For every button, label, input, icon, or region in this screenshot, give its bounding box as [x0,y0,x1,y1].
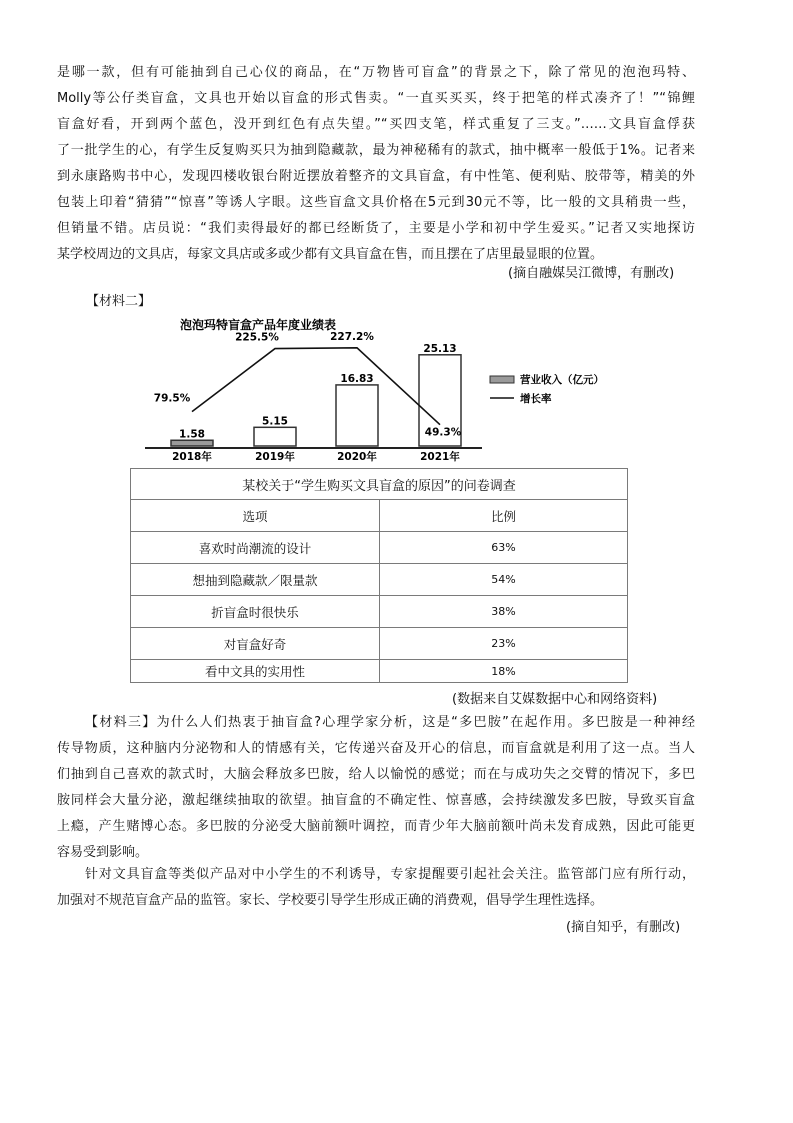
column-header-option: 选项 [131,500,380,532]
text-line: 某学校周边的文具店，每家文具店或多或少都有文具盲盒在售，而且摆在了店里最显眼的位置。 [57,247,604,262]
chart-category-label: 2020年 [337,451,377,463]
text-line: 们抽到自己喜欢的款式时，大脑会释放多巴胺，给人以愉悦的感觉；而在与成功失之交臂的情况下，多巴 [57,767,695,782]
legend-line-label: 增长率 [520,393,552,405]
text-line: 传导物质，这种脑内分泌物和人的情感有关，它传递兴奋及开心的信息，而盲盒就是利用了这一点。当人 [57,741,695,756]
table-caption-row [131,469,628,500]
material-one-source: (摘自融媒吴江微博，有删改) [508,266,675,281]
chart-bar-label: 1.58 [179,428,205,441]
chart-category-label: 2018年 [172,451,212,463]
text-line: 盲盒好看，开到两个蓝色，没开到红色有点失望。”“买四支笔，样式重复了三支。”……文具盲盒俘获 [57,117,695,132]
column-header-ratio: 比例 [380,500,628,532]
legend-bar-label: 营业收入（亿元） [520,374,604,386]
table-cell-ratio: 18% [380,660,628,683]
table-cell-option: 折盲盒时很快乐 [131,596,380,628]
legend-bar-swatch [490,376,514,383]
table-cell-ratio: 63% [380,532,628,564]
chart-title: 泡泡玛特盲盒产品年度业绩表 [179,318,337,332]
table-cell-option: 看中文具的实用性 [131,660,380,683]
material-two-source: (数据来自艾媒数据中心和网络资料) [452,692,658,707]
chart-category-label: 2019年 [255,451,295,463]
table-cell-option: 对盲盒好奇 [131,628,380,660]
table-row [131,564,628,596]
text-line: 容易受到影响。 [57,845,149,860]
table-row [131,596,628,628]
survey-table [130,468,628,683]
text-line: 到永康路购书中心，发现四楼收银台附近摆放着整齐的文具盲盒，有中性笔、便利贴、胶带等，精美的外 [57,169,695,184]
material-three-paragraph [57,710,695,866]
text-line: 针对文具盲盒等类似产品对中小学生的不利诱导，专家提醒要引起社会关注。监管部门应有所行动， [85,867,695,882]
chart-bar [171,440,213,446]
chart-bar-label: 5.15 [262,415,288,428]
material-two-heading: 【材料二】 [86,294,152,309]
text-line: 但销量不错。店员说：“我们卖得最好的都已经断货了，主要是小学和初中学生爱买。”记者又实地探访 [57,221,695,236]
chart-bar-label: 25.13 [423,342,457,355]
performance-chart [130,312,630,464]
table-header-row [131,500,628,532]
chart-category-label: 2021年 [420,451,460,463]
chart-growth-label: 225.5% [235,331,279,344]
chart-growth-label: 227.2% [330,330,374,343]
text-line: 上瘾，产生赌博心态。多巴胺的分泌受大脑前额叶调控，而青少年大脑前额叶尚未发育成熟，因此可能更 [57,819,695,834]
chart-growth-label: 79.5% [153,392,191,405]
table-row [131,532,628,564]
text-line: 是哪一款，但有可能抽到自己心仪的商品，在“万物皆可盲盒”的背景之下，除了常见的泡泡玛特、 [57,65,695,80]
text-line: 胺同样会大量分泌，激起继续抽取的欲望。抽盲盒的不确定性、惊喜感，会持续激发多巴胺，导致买盲盒 [57,793,695,808]
text-line: 了一批学生的心，有学生反复购买只为抽到隐藏款，最为神秘稀有的款式，抽中概率一般低于1%。记者来 [57,143,695,158]
table-title: 某校关于“学生购买文具盲盒的原因”的问卷调查 [131,469,628,500]
table-row [131,660,628,683]
conclusion-paragraph [57,862,695,914]
material-three-source: (摘自知乎，有删改) [566,920,681,935]
material-one-paragraph [57,60,695,268]
table-cell-ratio: 23% [380,628,628,660]
table-cell-option: 喜欢时尚潮流的设计 [131,532,380,564]
text-line: 加强对不规范盲盒产品的监管。家长、学校要引导学生形成正确的消费观，倡导学生理性选择。 [57,893,604,908]
table-row [131,628,628,660]
table-cell-ratio: 54% [380,564,628,596]
text-line: 包装上印着“猜猜”“惊喜”等诱人字眼。这些盲盒文具价格在5元到30元不等，比一般的文具稍贵一些， [57,195,695,210]
chart-growth-line [192,348,440,428]
text-line: Molly等公仔类盲盒，文具也开始以盲盒的形式售卖。“一直买买买，终于把笔的样式凑齐了！”“锦鲤 [57,91,695,106]
chart-bar [254,427,296,446]
table-cell-option: 想抽到隐藏款／限量款 [131,564,380,596]
chart-growth-label: 49.3% [424,426,462,439]
chart-bar-label: 16.83 [340,372,374,385]
text-line: 【材料三】为什么人们热衷于抽盲盒?心理学家分析，这是“多巴胺”在起作用。多巴胺是一种神经 [85,715,695,730]
chart-bar [336,385,378,446]
table-cell-ratio: 38% [380,596,628,628]
